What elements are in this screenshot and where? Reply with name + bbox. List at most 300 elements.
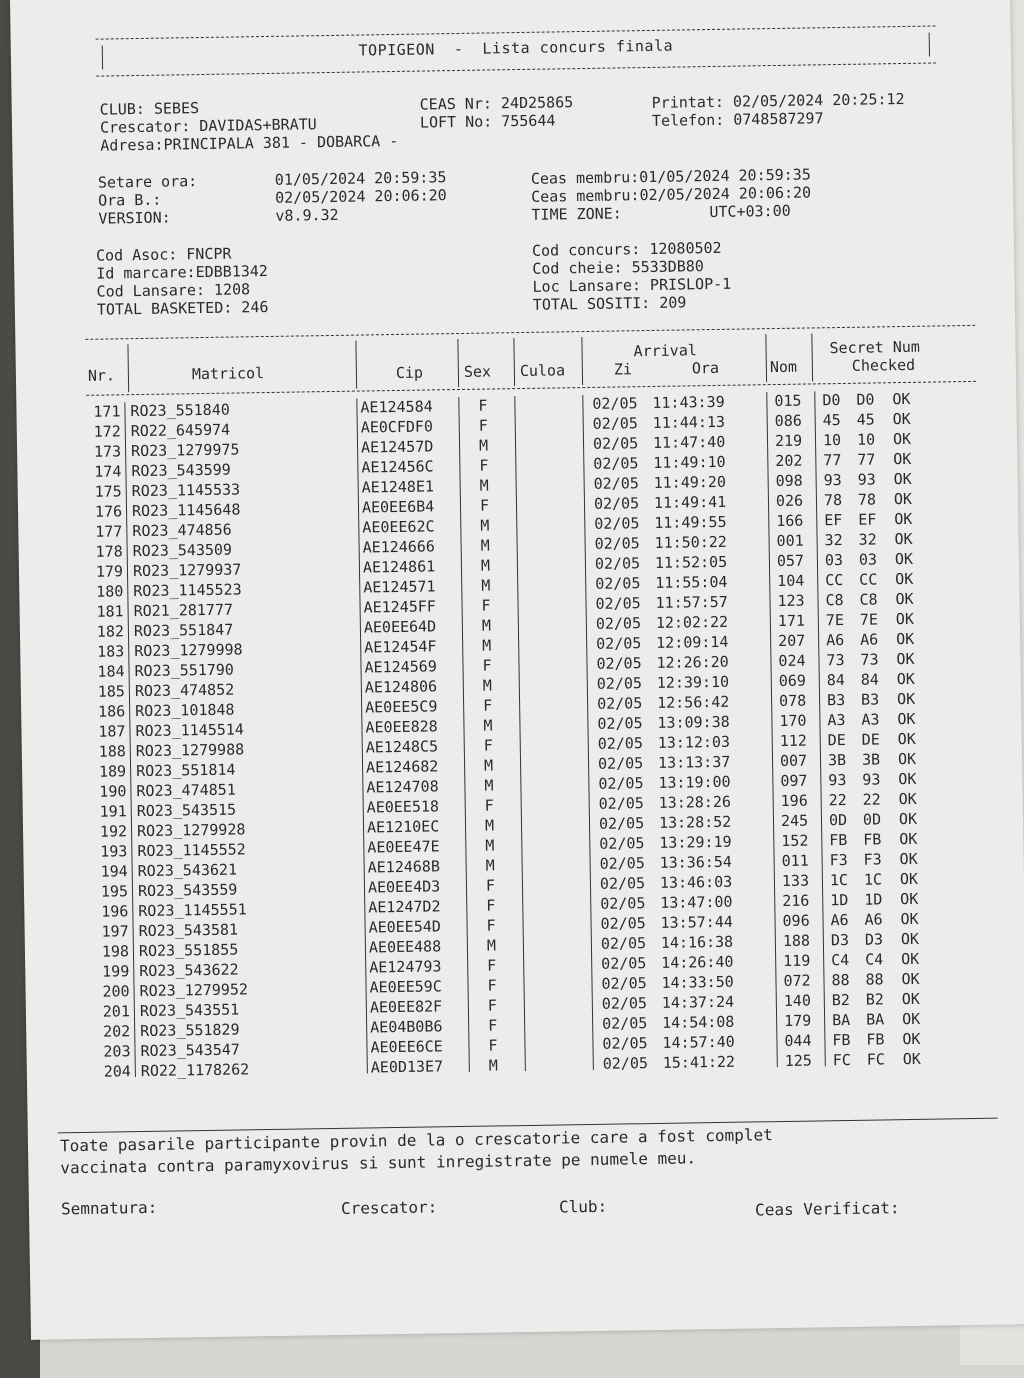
row-ora: 14:37:24 [661,992,735,1012]
row-nom: 026 [775,491,804,511]
row-sex: F [485,876,496,895]
row-num: 3B [861,750,881,769]
row-matricol: RO23_1279928 [136,820,246,841]
row-nr: 187 [98,722,126,741]
row-ora: 13:47:00 [660,892,733,912]
row-matricol: RO23_543551 [139,1000,240,1021]
row-nom: 069 [778,671,807,691]
row-matricol: RO23_551847 [133,620,234,641]
row-secret: FB [832,1030,851,1050]
row-ora: 11:52:05 [654,552,728,572]
row-cip: AE0D13E7 [370,1057,444,1077]
row-num: A6 [860,630,879,649]
row-sex: F [484,796,494,815]
row-zi: 02/05 [596,654,642,673]
row-matricol: RO23_543581 [138,920,239,941]
ora-b-label: Ora B.: [98,190,162,210]
row-checked: OK [899,829,918,849]
row-matricol: RO23_474851 [136,780,236,801]
row-nr: 194 [100,862,128,881]
version-value: v8.9.32 [275,205,339,225]
row-matricol: RO23_474852 [134,680,235,701]
row-nr: 174 [94,462,122,481]
row-cip: AE124793 [369,957,442,977]
row-checked: OK [894,529,913,549]
row-num: EF [858,510,877,529]
row-zi: 02/05 [598,774,644,793]
row-checked: OK [900,909,919,929]
row-nr: 175 [94,482,122,501]
printat-label: Printat: 02/05/2024 20:25:12 [651,89,905,112]
col-zi: Zi [613,360,633,379]
row-checked: OK [897,709,916,729]
row-num: F3 [863,850,882,869]
row-nr: 192 [99,822,128,841]
row-zi: 02/05 [597,734,644,753]
row-matricol: RO23_543559 [137,880,238,901]
row-cip: AE0EE518 [366,797,440,817]
telefon-label: Telefon: 0748587297 [651,109,824,130]
row-num: 7E [859,610,879,629]
row-ora: 14:33:50 [661,972,734,992]
row-ora: 13:29:19 [659,832,732,852]
row-ora: 13:13:37 [657,752,731,772]
cod-cheie: Cod cheie: 5533DB80 [532,257,705,278]
col-matricol: Matricol [191,364,265,384]
row-zi: 02/05 [593,474,639,493]
row-sex: M [482,676,492,695]
row-checked: OK [900,889,919,909]
row-checked: OK [896,669,915,689]
row-num: 93 [862,770,881,789]
ceas-verificat-label: Ceas Verificat: [754,1198,900,1220]
col-divider [581,337,583,385]
row-ora: 14:26:40 [661,952,734,972]
cod-asoc: Cod Asoc: FNCPR [95,244,232,265]
row-zi: 02/05 [595,574,641,593]
row-checked: OK [892,429,912,449]
row-cip: AE124584 [360,397,433,417]
row-nom: 170 [779,711,807,731]
ora-b-value: 02/05/2024 20:06:20 [274,186,447,207]
row-num: B2 [865,990,885,1009]
row-secret: 32 [824,530,843,550]
row-ora: 12:09:14 [656,632,729,652]
row-matricol: RO23_1279937 [132,560,242,581]
row-nr: 201 [102,1002,131,1021]
row-zi: 02/05 [594,534,640,553]
setare-ora-value: 01/05/2024 20:59:35 [274,168,447,189]
row-ora: 11:55:04 [655,572,728,592]
statement-line-1: Toate pasarile participante provin de la o crescatorie care a fost complet [59,1125,773,1156]
row-secret: 77 [823,450,842,470]
row-nr: 200 [102,982,130,1001]
row-checked: OK [896,649,915,669]
statement-line-2: vaccinata contra paramyxovirus si sunt inregistrate pe numele meu. [60,1148,697,1178]
row-num: 73 [860,650,879,669]
col-culoa: Culoa [519,361,566,381]
row-nom: 112 [779,731,807,750]
row-matricol: RO23_551790 [134,660,235,681]
row-nom: 078 [778,691,807,711]
row-checked: OK [901,989,921,1009]
row-cip: AE124682 [365,757,439,777]
row-nom: 152 [781,831,809,850]
row-nom: 072 [783,971,811,990]
row-sex: F [483,696,493,715]
row-cip: AE0EE54D [368,917,441,937]
row-checked: OK [895,609,915,629]
row-ora: 14:16:38 [660,932,734,952]
row-secret: A6 [826,630,845,650]
row-sex: M [480,536,490,555]
row-matricol: RO23_1145648 [131,500,241,521]
row-checked: OK [892,389,911,409]
row-nr: 189 [98,762,127,781]
col-arrival: Arrival [633,341,697,361]
row-ora: 13:46:03 [659,872,733,892]
row-zi: 02/05 [597,714,643,733]
table-body [86,389,987,1083]
row-nom: 188 [782,931,811,950]
row-cip: AE1248E1 [361,477,435,497]
row-nr: 203 [103,1042,131,1061]
row-checked: OK [899,849,918,869]
row-cip: AE0EE62C [362,517,435,537]
row-zi: 02/05 [592,394,638,413]
row-nr: 202 [102,1022,131,1041]
row-ora: 13:57:44 [660,912,733,932]
row-nom: 140 [783,991,812,1010]
row-secret: 84 [826,670,845,690]
row-cip: AE124569 [364,657,437,677]
row-sex: M [488,1056,498,1075]
row-zi: 02/05 [593,494,640,513]
row-ora: 13:19:00 [658,772,731,792]
row-ora: 13:28:52 [658,812,732,832]
row-sex: F [487,956,497,975]
row-sex: F [487,996,498,1015]
row-num: 0D [862,810,882,829]
row-matricol: RO23_543547 [140,1040,240,1061]
row-secret: 10 [822,431,842,450]
row-cip: AE04B0B6 [370,1017,443,1037]
row-nom: 123 [777,591,805,611]
row-nom: 086 [774,411,802,431]
row-secret: 93 [828,770,847,790]
row-cip: AE12454F [364,637,437,657]
row-matricol: RO23_1279998 [134,640,243,661]
row-cip: AE0EE5C9 [365,697,438,717]
row-checked: OK [898,789,917,809]
row-sex: F [479,496,490,515]
row-secret: 3B [827,750,847,770]
row-sex: F [483,736,493,755]
adresa-label: Adresa:PRINCIPALA 381 - DOBARCA - [100,131,399,155]
row-nr: 173 [93,442,122,461]
row-cip: AE0EE6B4 [361,497,435,517]
row-zi: 02/05 [594,514,640,533]
row-nr: 171 [93,402,121,421]
printed-page [10,0,1024,1340]
row-nr: 185 [97,682,126,701]
row-num: D0 [856,390,875,409]
row-secret: C4 [831,950,850,970]
row-secret: A6 [830,910,849,930]
col-checked: Checked [851,355,916,375]
page-title: TOPIGEON - Lista concurs finala [358,36,674,60]
row-sex: F [488,1036,498,1055]
row-matricol: RO23_1145551 [138,900,247,921]
row-sex: F [487,976,497,995]
row-checked: OK [897,749,917,769]
total-sositi: TOTAL SOSITI: 209 [532,293,687,314]
row-ora: 11:57:57 [655,592,728,612]
row-matricol: RO23_551829 [140,1020,240,1041]
row-sex: F [481,596,491,615]
version-label: VERSION: [98,208,171,228]
row-sex: M [485,856,495,875]
row-ora: 13:28:26 [658,792,732,812]
row-checked: OK [900,929,920,949]
row-secret: EF [824,510,843,530]
row-num: DE [861,730,880,749]
row-matricol: RO23_543621 [137,860,238,881]
row-sex: M [480,516,490,535]
ceas-membru-2: Ceas membru:02/05/2024 20:06:20 [531,183,812,206]
row-checked: OK [901,969,920,989]
row-zi: 02/05 [592,414,639,433]
crescator-label: Crescator: DAVIDAS+BRATU [99,115,317,137]
row-checked: OK [892,409,911,429]
row-num: 03 [858,550,878,569]
row-secret: B2 [831,990,851,1010]
row-num: 32 [858,530,877,549]
row-zi: 02/05 [592,434,639,453]
row-secret: 45 [822,411,841,430]
row-nr: 191 [99,802,127,821]
row-matricol: RO23_1279988 [135,740,245,761]
row-ora: 11:49:41 [653,492,727,512]
row-ora: 11:43:39 [652,392,725,412]
row-sex: M [482,636,492,655]
row-checked: OK [893,449,912,469]
row-nr: 183 [97,642,125,661]
row-zi: 02/05 [599,834,645,853]
row-secret: 73 [826,650,845,670]
row-matricol: RO23_1279975 [130,440,240,461]
ceas-membru-1: Ceas membru:01/05/2024 20:59:35 [530,165,811,188]
row-nr: 199 [102,962,130,981]
row-num: 45 [856,410,875,429]
row-ora: 11:49:20 [653,472,727,492]
row-cip: AE12456C [361,457,434,477]
row-cip: AE0EE4D3 [367,877,441,897]
col-divider [127,344,129,392]
row-sex: F [486,916,496,935]
row-num: C4 [865,950,884,969]
row-sex: F [478,416,488,435]
row-nom: 166 [776,511,804,531]
row-nom: 011 [781,851,809,870]
row-zi: 02/05 [595,594,641,613]
row-nom: 024 [778,651,806,671]
row-nom: 219 [774,431,803,451]
row-nom: 196 [780,791,808,810]
row-sex: M [486,936,497,955]
ceas-nr-label: CEAS Nr: 24D25865 [419,93,574,114]
row-num: 77 [857,450,876,469]
title-box [96,25,936,76]
row-nom: 098 [775,471,803,491]
row-matricol: RO23_543515 [136,800,237,821]
row-checked: OK [895,589,914,609]
row-zi: 02/05 [596,634,642,653]
row-checked: OK [893,489,913,509]
row-secret: 93 [823,470,842,490]
row-ora: 11:47:40 [652,432,726,452]
row-cip: AE12468B [367,857,441,877]
col-divider [355,341,357,389]
row-sex: M [481,616,492,635]
row-ora: 13:09:38 [657,712,730,732]
row-zi: 02/05 [596,694,643,713]
row-zi: 02/05 [599,874,646,893]
row-nr: 177 [95,522,123,541]
row-sex: M [481,576,491,595]
row-secret: 7E [825,610,845,630]
time-zone-label: TIME ZONE: [531,204,622,224]
row-secret: D0 [822,391,841,410]
row-cip: AE0CFDF0 [360,417,434,437]
row-nr: 181 [96,602,124,621]
row-nr: 204 [103,1062,131,1081]
loc-lansare: Loc Lansare: PRISLOP-1 [532,274,732,296]
row-secret: 1D [830,890,849,910]
row-num: BA [865,1010,885,1029]
row-nom: 133 [781,871,810,890]
col-nom: Nom [769,357,798,377]
row-sex: M [480,556,491,575]
row-checked: OK [896,629,915,649]
row-num: 84 [860,670,879,689]
row-nr: 190 [99,782,127,801]
row-num: 78 [857,490,877,509]
row-num: FC [866,1050,885,1069]
row-checked: OK [893,469,912,489]
row-secret: C8 [825,590,844,610]
row-nom: 125 [784,1051,812,1070]
row-sex: F [488,1016,498,1035]
row-matricol: RO23_551840 [130,400,230,421]
row-sex: M [485,836,495,855]
row-matricol: RO23_101848 [135,700,235,721]
row-zi: 02/05 [600,894,646,913]
row-cip: AE12457D [360,437,434,457]
row-cip: AE1245FF [363,597,436,617]
row-matricol: RO23_1145552 [137,840,246,861]
row-zi: 02/05 [595,614,642,633]
row-ora: 11:49:55 [654,512,727,532]
row-nom: 119 [783,951,811,970]
row-nr: 195 [100,882,129,901]
header-top-rule [85,325,975,340]
row-secret: BA [831,1010,851,1030]
row-nr: 178 [95,542,123,561]
row-cip: AE124666 [362,537,436,557]
row-checked: OK [896,689,916,709]
row-nr: 179 [95,562,124,581]
row-checked: OK [894,549,914,569]
col-cip: Cip [395,363,424,382]
row-cip: AE1210EC [366,817,440,837]
row-zi: 02/05 [601,994,648,1013]
row-num: 93 [857,470,876,489]
row-num: 22 [862,790,881,809]
setare-ora-label: Setare ora: [97,172,198,192]
col-divider [513,338,515,386]
row-nr: 176 [94,502,123,521]
row-nr: 180 [96,582,124,601]
row-zi: 02/05 [597,754,644,773]
row-secret: 88 [831,970,850,990]
row-sex: F [479,456,489,475]
row-matricol: RO23_1145533 [131,480,241,501]
row-zi: 02/05 [602,1054,649,1073]
row-matricol: RO23_551814 [135,760,236,781]
row-nom: 007 [779,751,808,770]
row-ora: 15:41:22 [662,1052,736,1072]
row-matricol: RO23_1145523 [133,580,242,601]
semnatura-label: Semnatura: [60,1197,158,1219]
row-secret: FB [829,830,848,850]
cod-concurs: Cod concurs: 12080502 [531,238,722,260]
loft-no-label: LOFT No: 755644 [419,111,556,132]
row-checked: OK [899,869,919,889]
row-zi: 02/05 [601,954,647,973]
row-ora: 13:12:03 [657,732,731,752]
row-cip: AE0EE47E [367,837,440,857]
row-checked: OK [901,949,920,969]
row-nom: 207 [778,631,806,651]
row-zi: 02/05 [601,974,647,993]
time-zone-value: UTC+03:00 [709,201,791,222]
row-zi: 02/05 [600,934,647,953]
row-nom: 096 [782,911,810,930]
row-ora: 14:57:40 [662,1032,735,1052]
col-sex: Sex [463,362,492,381]
row-nom: 179 [783,1011,812,1030]
row-num: FB [866,1030,885,1049]
row-nr: 182 [96,622,125,641]
row-num: A6 [864,910,883,929]
row-secret: F3 [829,850,848,870]
row-nr: 196 [101,902,129,921]
row-cip: AE1248C5 [365,737,439,757]
club-sign-label: Club: [558,1196,608,1217]
row-secret: 03 [824,550,844,570]
row-sex: M [484,816,495,835]
row-ora: 11:49:10 [653,452,726,472]
row-cip: AE124571 [363,577,436,597]
col-nr: Nr. [87,366,116,385]
row-nom: 001 [776,531,804,551]
row-zi: 02/05 [599,854,645,873]
row-sex: M [478,436,489,455]
row-checked: OK [894,509,913,529]
row-nr: 197 [101,922,129,941]
row-matricol: RO23_1279952 [139,980,249,1001]
